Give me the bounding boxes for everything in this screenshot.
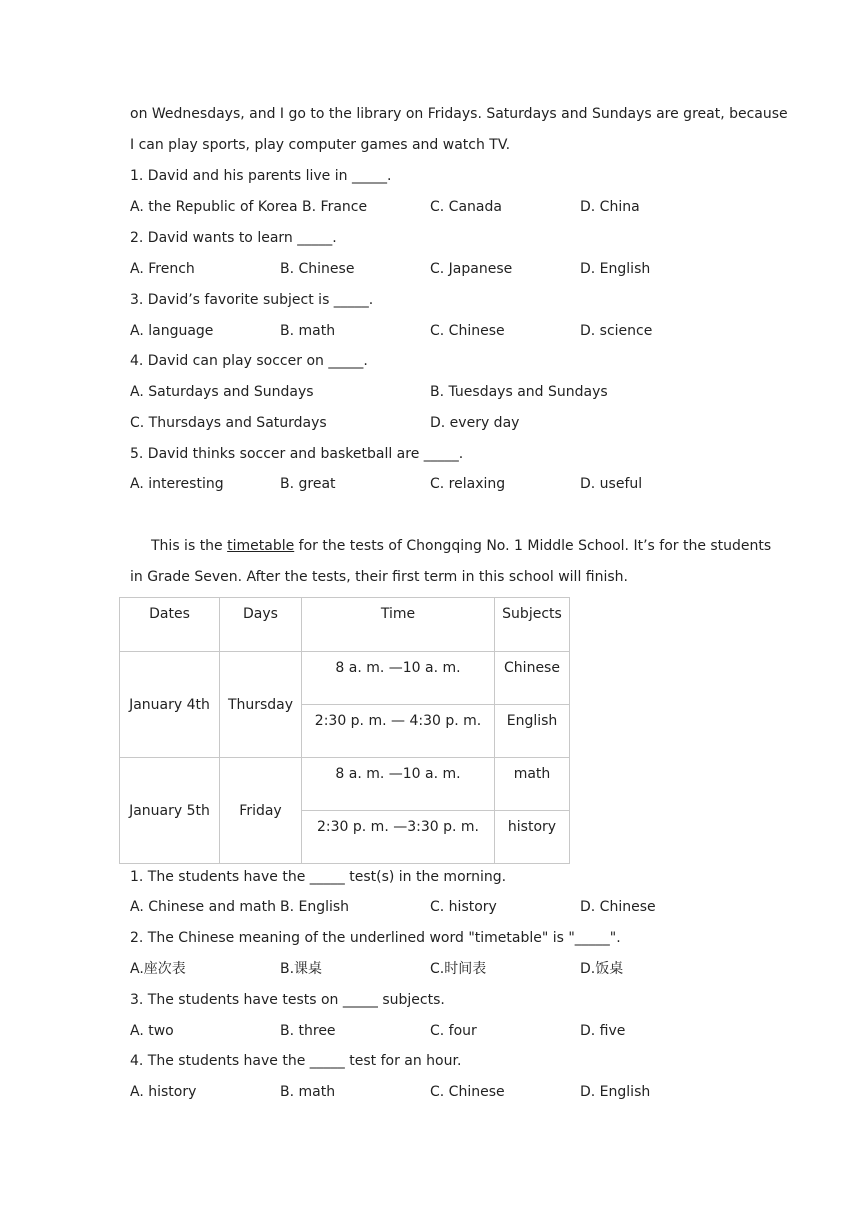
s1-q5-option-a: A. interesting xyxy=(130,476,224,492)
s2-q4-option-c: C. Chinese xyxy=(430,1084,505,1100)
time-cell: 2:30 p. m. —3:30 p. m. xyxy=(302,811,495,864)
s1-q4-option-a: A. Saturdays and Sundays xyxy=(130,384,314,400)
date-cell: January 4th xyxy=(120,652,220,758)
s2-q1-option-b: B. English xyxy=(280,899,350,915)
s2-q4-option-a: A. history xyxy=(130,1084,197,1100)
s1-q2-option-c: C. Japanese xyxy=(430,261,513,277)
s2-q3-option-a: A. two xyxy=(130,1023,174,1039)
s1-q2-option-b: B. Chinese xyxy=(280,261,355,277)
s1-q5: 5. David thinks soccer and basketball are _____. xyxy=(130,446,464,462)
s1-q5-option-d: D. useful xyxy=(580,476,643,492)
date-cell: January 5th xyxy=(120,758,220,864)
s2-q3: 3. The students have tests on _____ subjects. xyxy=(130,992,445,1008)
s2-q1-option-a: A. Chinese and math xyxy=(130,899,276,915)
underlined-word: timetable xyxy=(227,538,295,554)
header-subjects: Subjects xyxy=(495,598,570,652)
s1-q5-option-b: B. great xyxy=(280,476,336,492)
timetable-header-row xyxy=(120,598,570,652)
s2-q4: 4. The students have the _____ test for an hour. xyxy=(130,1053,462,1069)
passage2-line1 xyxy=(151,536,771,556)
time-cell: 2:30 p. m. — 4:30 p. m. xyxy=(302,705,495,758)
s1-q1-option-a: A. the Republic of Korea B. France xyxy=(130,199,368,215)
s2-q1: 1. The students have the _____ test(s) in the morning. xyxy=(130,869,507,885)
s1-q4-option-b: B. Tuesdays and Sundays xyxy=(430,384,608,400)
passage2-line1-before: This is the xyxy=(151,538,228,554)
header-dates: Dates xyxy=(120,598,220,652)
s1-q4: 4. David can play soccer on _____. xyxy=(130,353,368,369)
timetable xyxy=(119,597,570,864)
s2-q2-option-d: D.饭桌 xyxy=(580,961,624,977)
time-cell: 8 a. m. —10 a. m. xyxy=(302,758,495,811)
s2-q4-option-b: B. math xyxy=(280,1084,336,1100)
s1-q3-option-d: D. science xyxy=(580,323,653,339)
s1-q1-option-c: C. Canada xyxy=(430,199,502,215)
subject-cell: math xyxy=(495,758,570,811)
s1-q1-option-d: D. China xyxy=(580,199,640,215)
s1-q3-option-a: A. language xyxy=(130,323,214,339)
s1-q3-option-b: B. math xyxy=(280,323,336,339)
table-row xyxy=(120,758,570,811)
passage1-line1: on Wednesdays, and I go to the library on Fridays. Saturdays and Sundays are great, because xyxy=(130,106,788,122)
s2-q3-option-c: C. four xyxy=(430,1023,477,1039)
s1-q4-option-d: D. every day xyxy=(430,415,520,431)
s1-q4-option-c: C. Thursdays and Saturdays xyxy=(130,415,327,431)
s1-q2-option-a: A. French xyxy=(130,261,195,277)
time-cell: 8 a. m. —10 a. m. xyxy=(302,652,495,705)
subject-cell: English xyxy=(495,705,570,758)
s1-q3-option-c: C. Chinese xyxy=(430,323,505,339)
passage2-line2: in Grade Seven. After the tests, their first term in this school will finish. xyxy=(130,569,628,585)
s2-q1-option-c: C. history xyxy=(430,899,497,915)
header-days: Days xyxy=(220,598,302,652)
s2-q2: 2. The Chinese meaning of the underlined word "timetable" is "_____". xyxy=(130,930,621,946)
s1-q1: 1. David and his parents live in _____. xyxy=(130,168,392,184)
s2-q2-option-b: B.课桌 xyxy=(280,961,323,977)
header-time: Time xyxy=(302,598,495,652)
subject-cell: history xyxy=(495,811,570,864)
s1-q2: 2. David wants to learn _____. xyxy=(130,230,337,246)
s2-q2-option-a: A.座次表 xyxy=(130,961,186,977)
s2-q3-option-b: B. three xyxy=(280,1023,336,1039)
passage1-line2: I can play sports, play computer games and watch TV. xyxy=(130,137,511,153)
table-row xyxy=(120,652,570,705)
s2-q3-option-d: D. five xyxy=(580,1023,626,1039)
s1-q5-option-c: C. relaxing xyxy=(430,476,506,492)
s2-q4-option-d: D. English xyxy=(580,1084,651,1100)
s1-q3: 3. David’s favorite subject is _____. xyxy=(130,292,374,308)
s1-q2-option-d: D. English xyxy=(580,261,651,277)
day-cell: Thursday xyxy=(220,652,302,758)
passage2-line1-after: for the tests of Chongqing No. 1 Middle School. It’s for the students xyxy=(294,538,772,554)
day-cell: Friday xyxy=(220,758,302,864)
s2-q2-option-c: C.时间表 xyxy=(430,961,487,977)
subject-cell: Chinese xyxy=(495,652,570,705)
s2-q1-option-d: D. Chinese xyxy=(580,899,656,915)
